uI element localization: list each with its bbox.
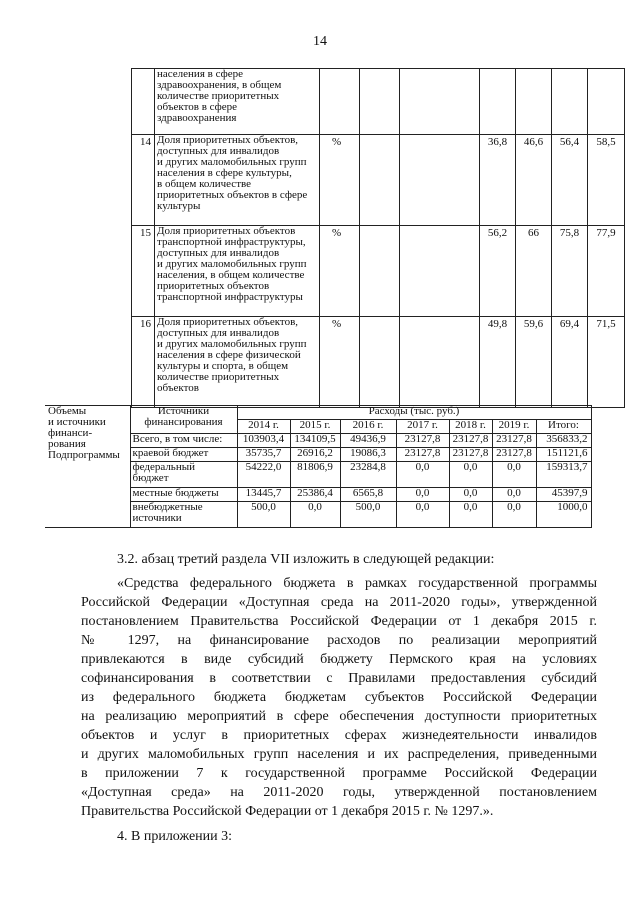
expenses-header: Расходы (тыс. руб.) bbox=[237, 406, 591, 420]
financing-value: 103903,4 bbox=[237, 434, 290, 448]
indicators-table bbox=[131, 68, 625, 408]
financing-value: 23127,8 bbox=[396, 448, 449, 462]
indicator-name-line: количестве приоритетных bbox=[157, 371, 280, 383]
financing-value: 0,0 bbox=[492, 488, 536, 502]
indicator-name-line: приоритетных объектов в сфере bbox=[157, 189, 308, 201]
financing-source bbox=[130, 434, 237, 448]
amendment-heading: 3.2. абзац третий раздела VII изложить в следующей редакции: bbox=[117, 552, 495, 567]
indicator-name-line: объектов в сфере bbox=[157, 101, 238, 113]
paragraph-line: софинансирования в соответствии с Правилами предоставления субсидий bbox=[81, 671, 597, 686]
financing-value: 500,0 bbox=[340, 502, 396, 528]
financing-source-line: местные бюджеты bbox=[132, 487, 219, 499]
amendment-paragraph bbox=[81, 574, 597, 821]
sources-header-line: Источники bbox=[157, 405, 210, 417]
financing-source-line: Всего, в том числе: bbox=[132, 433, 223, 445]
year-header: 2017 г. bbox=[396, 420, 449, 434]
indicator-value: 77,9 bbox=[588, 226, 625, 317]
indicator-name-line: населения, в общем количестве bbox=[157, 269, 305, 281]
financing-source-line: федеральный bbox=[132, 461, 195, 473]
financing-value: 25386,4 bbox=[290, 488, 340, 502]
financing-value: 500,0 bbox=[237, 502, 290, 528]
paragraph-line: и других маломобильных групп населения и их распределения, приведенными bbox=[81, 747, 597, 762]
financing-value: 0,0 bbox=[449, 488, 492, 502]
financing-section-label bbox=[45, 406, 130, 528]
section-label-line: Подпрограммы bbox=[48, 449, 120, 461]
paragraph-line: Правительства Российской Федерации от 1 декабря 2015 г. № 1297.». bbox=[81, 804, 494, 819]
year-header: 2018 г. bbox=[449, 420, 492, 434]
indicator-value: 49,8 bbox=[480, 317, 516, 408]
indicator-unit bbox=[320, 69, 360, 135]
financing-source-line: источники bbox=[132, 512, 182, 524]
paragraph-line: в приложении 7 к государственной программе Российской Федерации bbox=[81, 766, 597, 781]
financing-value: 0,0 bbox=[492, 462, 536, 488]
section-label-line: рования bbox=[48, 438, 86, 450]
financing-value: 26916,2 bbox=[290, 448, 340, 462]
year-header: 2014 г. bbox=[237, 420, 290, 434]
paragraph-line: «Доступная среда» на 2011-2020 годы, утвержденной постановлением bbox=[81, 785, 597, 800]
financing-value: 0,0 bbox=[396, 488, 449, 502]
indicator-name-line: здравоохранения bbox=[157, 112, 237, 124]
indicator-name-line: транспортной инфраструктуры, bbox=[157, 236, 306, 248]
indicator-row bbox=[132, 317, 625, 408]
financing-value: 0,0 bbox=[492, 502, 536, 528]
indicator-name-line: количестве приоритетных bbox=[157, 90, 280, 102]
indicator-value: 71,5 bbox=[588, 317, 625, 408]
indicator-value bbox=[480, 69, 516, 135]
indicator-number: 16 bbox=[132, 317, 155, 408]
paragraph-line: объектов и услуг в приоритетных сферах жизнедеятельности инвалидов bbox=[81, 728, 597, 743]
financing-source bbox=[130, 462, 237, 488]
financing-value: 23127,8 bbox=[449, 448, 492, 462]
financing-value: 45397,9 bbox=[536, 488, 591, 502]
indicator-name-line: Доля приоритетных объектов, bbox=[157, 316, 299, 328]
indicator-unit: % bbox=[320, 317, 360, 408]
indicator-name-line: доступных для инвалидов bbox=[157, 327, 280, 339]
section-label-line: финанси- bbox=[48, 427, 93, 439]
indicator-name-line: приоритетных объектов bbox=[157, 280, 270, 292]
indicator-empty-cell bbox=[400, 226, 480, 317]
indicator-empty-cell bbox=[360, 317, 400, 408]
indicator-value: 46,6 bbox=[516, 135, 552, 226]
indicator-value: 69,4 bbox=[552, 317, 588, 408]
paragraph-line: привлекаются в виде субсидий бюджету Пермского края на условиях bbox=[81, 652, 597, 667]
indicator-name bbox=[155, 317, 320, 408]
paragraph-line: на реализацию мероприятий в сфере обеспечения доступности приоритетных bbox=[81, 709, 597, 724]
paragraph-line: № 1297, на финансирование расходов по реализации мероприятий bbox=[81, 633, 597, 648]
financing-value: 54222,0 bbox=[237, 462, 290, 488]
paragraph-line: постановлением Правительства Российской Федерации от 1 декабря 2015 г. bbox=[81, 614, 597, 629]
financing-source-line: краевой бюджет bbox=[132, 447, 209, 459]
paragraph-line: из федерального бюджета бюджетам субъектов Российской Федерации bbox=[81, 690, 597, 705]
indicator-unit: % bbox=[320, 135, 360, 226]
financing-source bbox=[130, 488, 237, 502]
indicator-empty-cell bbox=[360, 69, 400, 135]
indicator-value: 56,2 bbox=[480, 226, 516, 317]
financing-value: 81806,9 bbox=[290, 462, 340, 488]
indicator-name-line: доступных для инвалидов bbox=[157, 247, 280, 259]
indicator-name-line: объектов bbox=[157, 382, 199, 394]
appendix-heading: 4. В приложении 3: bbox=[117, 829, 233, 844]
financing-value: 1000,0 bbox=[536, 502, 591, 528]
financing-value: 0,0 bbox=[290, 502, 340, 528]
indicator-name-line: и других маломобильных групп bbox=[157, 258, 307, 270]
indicator-number bbox=[132, 69, 155, 135]
section-label-line: и источники bbox=[48, 416, 106, 428]
financing-value: 23127,8 bbox=[492, 448, 536, 462]
indicator-row bbox=[132, 69, 625, 135]
indicator-value: 59,6 bbox=[516, 317, 552, 408]
section-label-line: Объемы bbox=[48, 405, 87, 417]
financing-value: 19086,3 bbox=[340, 448, 396, 462]
paragraph-line: «Средства федерального бюджета в рамках государственной программы bbox=[117, 576, 597, 591]
indicator-empty-cell bbox=[400, 69, 480, 135]
indicator-name-line: культуры bbox=[157, 200, 201, 212]
financing-source bbox=[130, 502, 237, 528]
indicator-row bbox=[132, 135, 625, 226]
page-number: 14 bbox=[313, 34, 327, 49]
indicator-name bbox=[155, 135, 320, 226]
indicator-name-line: и других маломобильных групп bbox=[157, 156, 307, 168]
year-header: 2016 г. bbox=[340, 420, 396, 434]
indicator-value: 56,4 bbox=[552, 135, 588, 226]
indicator-name bbox=[155, 226, 320, 317]
indicator-value bbox=[552, 69, 588, 135]
indicator-name-line: населения в сфере bbox=[157, 68, 243, 80]
financing-value: 134109,5 bbox=[290, 434, 340, 448]
indicator-empty-cell bbox=[360, 226, 400, 317]
financing-table bbox=[45, 405, 592, 528]
indicator-name-line: Доля приоритетных объектов, bbox=[157, 134, 299, 146]
financing-value: 23127,8 bbox=[492, 434, 536, 448]
indicator-name-line: населения в сфере физической bbox=[157, 349, 301, 361]
indicator-value: 58,5 bbox=[588, 135, 625, 226]
financing-source-line: внебюджетные bbox=[132, 501, 203, 513]
indicator-value bbox=[516, 69, 552, 135]
financing-value: 23284,8 bbox=[340, 462, 396, 488]
financing-value: 159313,7 bbox=[536, 462, 591, 488]
financing-value: 0,0 bbox=[449, 502, 492, 528]
financing-value: 0,0 bbox=[449, 462, 492, 488]
indicator-value: 75,8 bbox=[552, 226, 588, 317]
indicator-value: 66 bbox=[516, 226, 552, 317]
indicator-value: 36,8 bbox=[480, 135, 516, 226]
indicator-name-line: в общем количестве bbox=[157, 178, 252, 190]
indicator-empty-cell bbox=[360, 135, 400, 226]
year-header: 2015 г. bbox=[290, 420, 340, 434]
indicator-number: 15 bbox=[132, 226, 155, 317]
indicator-name-line: населения в сфере культуры, bbox=[157, 167, 292, 179]
sources-header-line: финансирования bbox=[144, 416, 223, 428]
indicator-value bbox=[588, 69, 625, 135]
indicator-name-line: Доля приоритетных объектов bbox=[157, 225, 296, 237]
financing-value: 13445,7 bbox=[237, 488, 290, 502]
indicator-row bbox=[132, 226, 625, 317]
financing-source-line: бюджет bbox=[132, 472, 169, 484]
indicator-name-line: здравоохранения, в общем bbox=[157, 79, 282, 91]
financing-value: 23127,8 bbox=[396, 434, 449, 448]
financing-value: 356833,2 bbox=[536, 434, 591, 448]
financing-value: 23127,8 bbox=[449, 434, 492, 448]
financing-source bbox=[130, 448, 237, 462]
financing-value: 0,0 bbox=[396, 462, 449, 488]
indicator-name-line: культуры и спорта, в общем bbox=[157, 360, 289, 372]
financing-value: 0,0 bbox=[396, 502, 449, 528]
financing-value: 35735,7 bbox=[237, 448, 290, 462]
paragraph-line: Российской Федерации «Доступная среда на 2011-2020 годы», утвержденной bbox=[81, 595, 597, 610]
financing-value: 151121,6 bbox=[536, 448, 591, 462]
financing-value: 49436,9 bbox=[340, 434, 396, 448]
indicator-empty-cell bbox=[400, 135, 480, 226]
indicator-name-line: транспортной инфраструктуры bbox=[157, 291, 303, 303]
year-header: 2019 г. bbox=[492, 420, 536, 434]
year-header: Итого: bbox=[536, 420, 591, 434]
indicator-number: 14 bbox=[132, 135, 155, 226]
financing-value: 6565,8 bbox=[340, 488, 396, 502]
indicator-name-line: доступных для инвалидов bbox=[157, 145, 280, 157]
indicator-name-line: и других маломобильных групп bbox=[157, 338, 307, 350]
indicator-empty-cell bbox=[400, 317, 480, 408]
indicator-unit: % bbox=[320, 226, 360, 317]
sources-header bbox=[130, 406, 237, 434]
indicator-name bbox=[155, 69, 320, 135]
